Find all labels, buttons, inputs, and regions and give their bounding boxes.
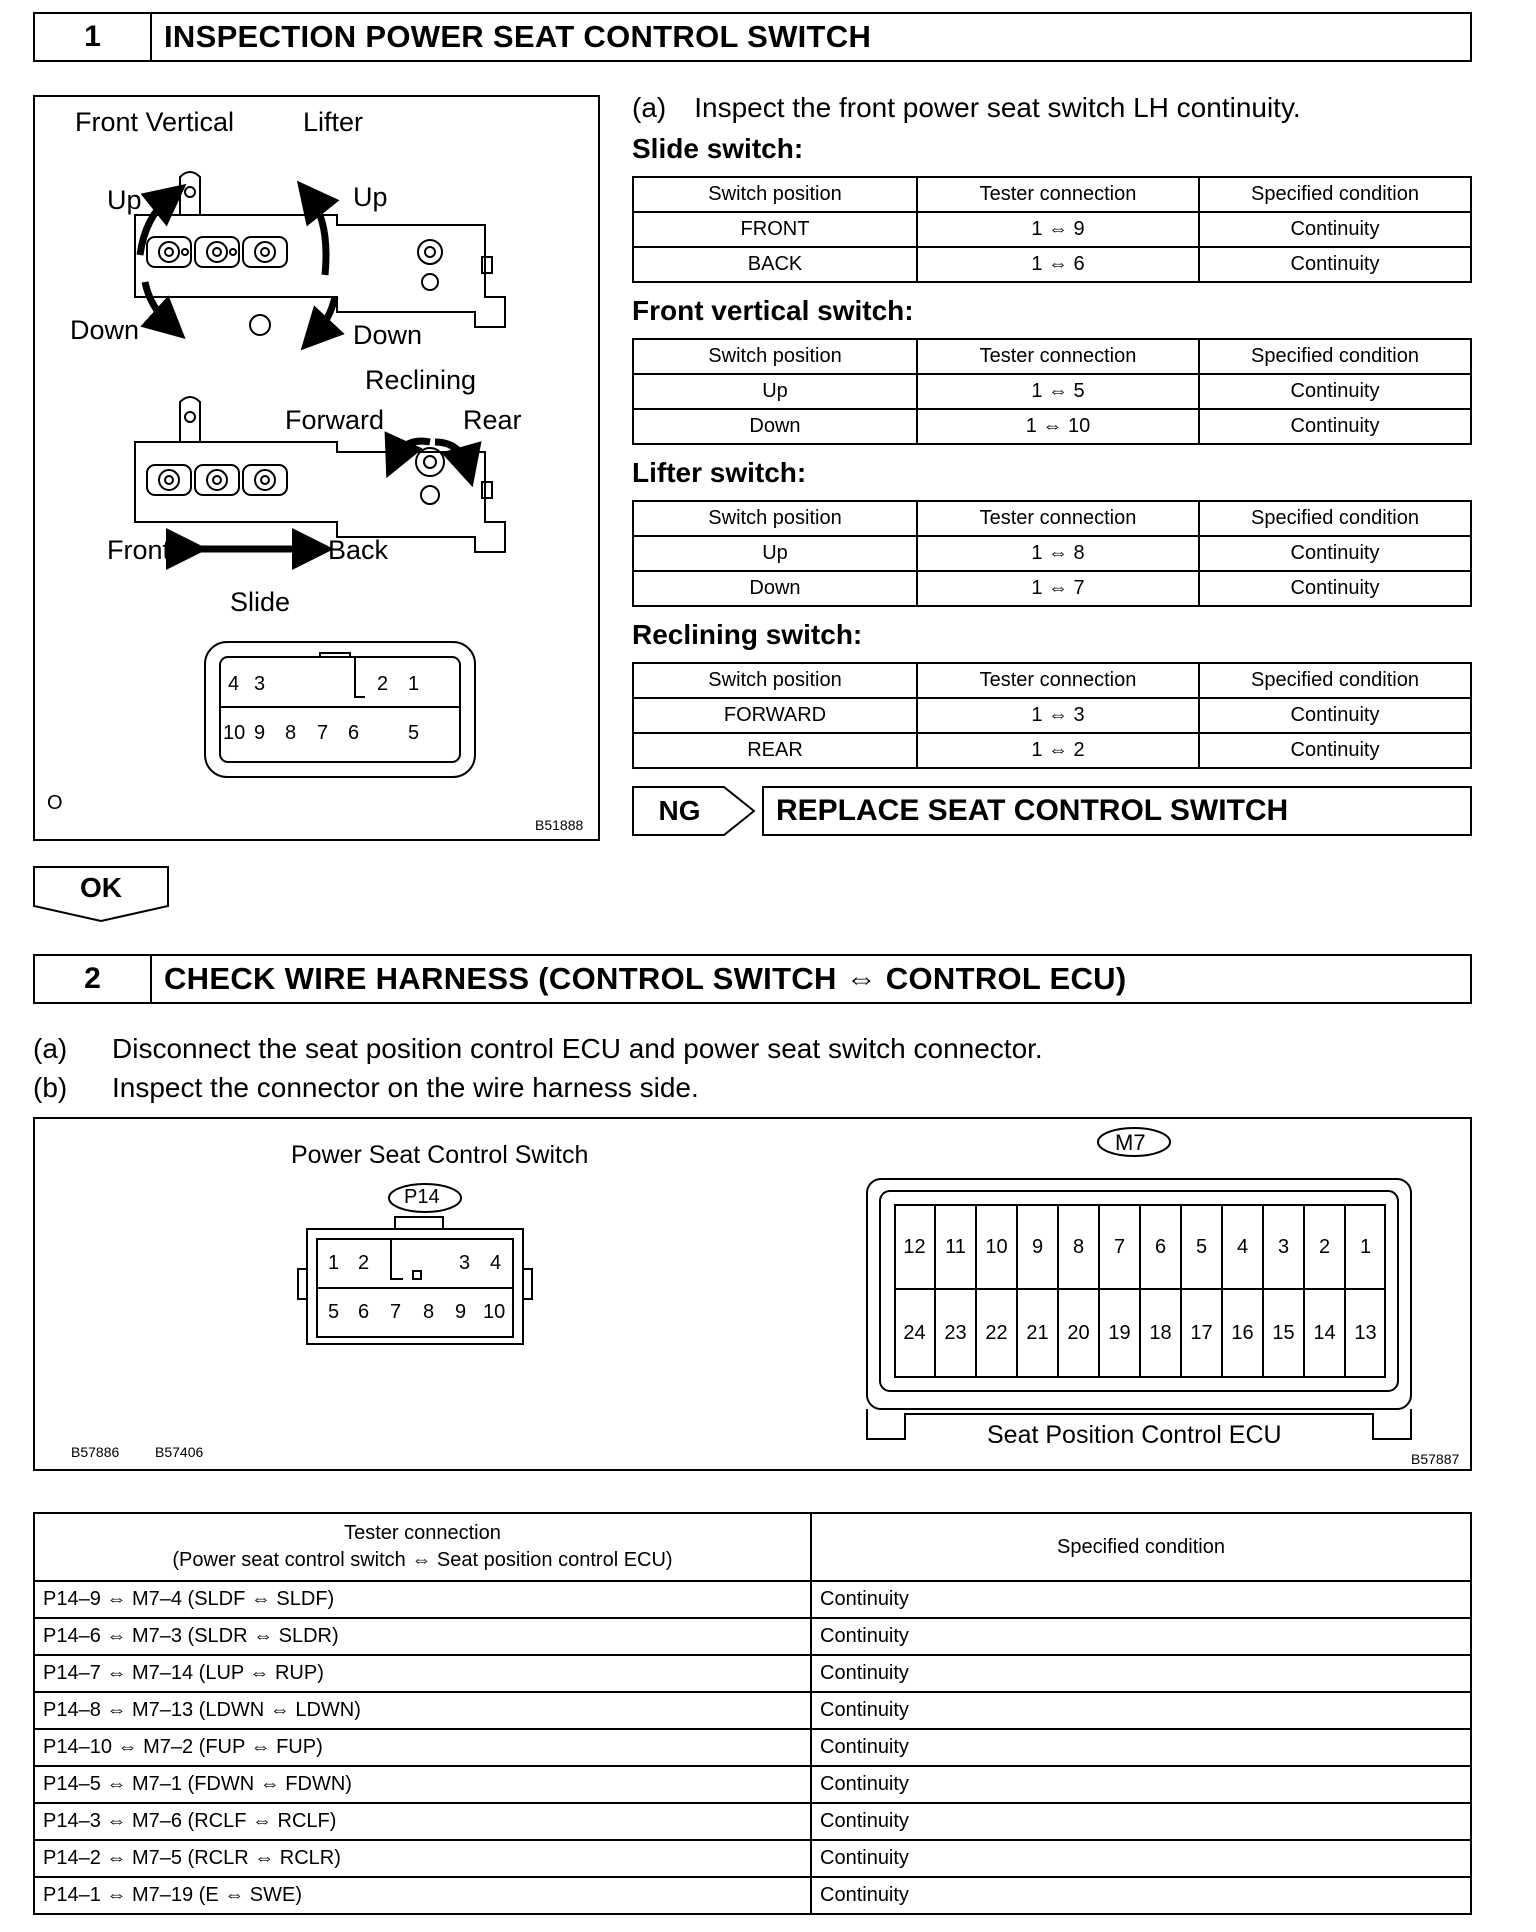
front-vertical-label: Front Vertical xyxy=(75,107,235,137)
cell-connection: P14–9 ⇔ M7–4 (SLDF ⇔ SLDF) xyxy=(34,1581,811,1618)
cell-connection: P14–7 ⇔ M7–14 (LUP ⇔ RUP) xyxy=(34,1655,811,1692)
p14-pin-2: 2 xyxy=(358,1252,370,1274)
cell: Down xyxy=(633,571,917,606)
m7-pin: 23 xyxy=(936,1290,977,1377)
p14-pin-5: 5 xyxy=(328,1301,340,1323)
table-header-row xyxy=(633,177,1471,212)
cell-condition: Continuity xyxy=(811,1618,1471,1655)
ng-indicator xyxy=(632,786,756,836)
section-1-header xyxy=(33,12,1472,62)
cell: REAR xyxy=(633,733,917,768)
down-left-label: Down xyxy=(70,315,140,345)
rear-label: Rear xyxy=(463,405,522,435)
table-row xyxy=(633,733,1471,768)
m7-pin: 4 xyxy=(1223,1205,1264,1289)
cell-condition: Continuity xyxy=(811,1840,1471,1877)
cell: Up xyxy=(633,374,917,409)
header-tester-connection: Tester connection xyxy=(917,663,1199,698)
ecu-pin-row-top xyxy=(895,1205,1385,1289)
cell-connection: P14–6 ⇔ M7–3 (SLDR ⇔ SLDR) xyxy=(34,1618,811,1655)
cell: 1 ⇔ 2 xyxy=(917,733,1199,768)
section-title: CHECK WIRE HARNESS (CONTROL SWITCH ⇔ CONTROL ECU) xyxy=(164,961,1127,996)
step-a-letter: (a) xyxy=(33,1033,68,1064)
pin-6: 6 xyxy=(348,722,360,744)
table-header-row xyxy=(633,501,1471,536)
cell-connection: P14–10 ⇔ M7–2 (FUP ⇔ FUP) xyxy=(34,1729,811,1766)
table-row xyxy=(633,698,1471,733)
cell-condition: Continuity xyxy=(811,1581,1471,1618)
pin-9: 9 xyxy=(254,722,266,744)
figure-code: B51888 xyxy=(535,817,584,833)
p14-pin-7: 7 xyxy=(390,1301,402,1323)
table-header-row xyxy=(34,1513,1471,1581)
cell-connection: P14–1 ⇔ M7–19 (E ⇔ SWE) xyxy=(34,1877,811,1914)
table-row xyxy=(633,374,1471,409)
cell: Up xyxy=(633,536,917,571)
header-switch-position: Switch position xyxy=(633,501,917,536)
m7-pin: 20 xyxy=(1059,1290,1100,1377)
m7-pin: 7 xyxy=(1100,1205,1141,1289)
m7-pin: 8 xyxy=(1059,1205,1100,1289)
cell: Continuity xyxy=(1199,409,1471,444)
cell: FORWARD xyxy=(633,698,917,733)
back-label: Back xyxy=(328,535,389,565)
pin-7: 7 xyxy=(317,722,329,744)
lifter-label: Lifter xyxy=(303,107,364,137)
m7-pin: 16 xyxy=(1223,1290,1264,1377)
section-number: 1 xyxy=(35,14,152,60)
table-row xyxy=(34,1840,1471,1877)
figure-code: B57887 xyxy=(1411,1451,1460,1467)
cell: 1 ⇔ 6 xyxy=(917,247,1199,282)
figure-code: B57886 xyxy=(71,1444,120,1460)
replace-action: REPLACE SEAT CONTROL SWITCH xyxy=(762,786,1472,836)
table-row xyxy=(34,1618,1471,1655)
header-specified-condition: Specified condition xyxy=(811,1513,1471,1581)
front-vertical-switch-title: Front vertical switch: xyxy=(632,295,914,326)
table-row xyxy=(633,247,1471,282)
ok-label: OK xyxy=(80,872,122,903)
p14-pin-10: 10 xyxy=(483,1301,506,1323)
cell: 1 ⇔ 10 xyxy=(917,409,1199,444)
slide-switch-title: Slide switch: xyxy=(632,133,804,164)
cell: Continuity xyxy=(1199,536,1471,571)
cell: Continuity xyxy=(1199,212,1471,247)
cell: 1 ⇔ 3 xyxy=(917,698,1199,733)
cell: 1 ⇔ 7 xyxy=(917,571,1199,606)
m7-pin: 3 xyxy=(1264,1205,1305,1289)
header-line-2: (Power seat control switch ⇔ Seat position control ECU) xyxy=(172,1549,673,1571)
harness-table xyxy=(33,1512,1472,1915)
figure-corner-mark: O xyxy=(47,792,63,814)
switch-connector-title: Power Seat Control Switch xyxy=(291,1141,589,1169)
reclining-label: Reclining xyxy=(365,365,477,395)
cell-connection: P14–3 ⇔ M7–6 (RCLF ⇔ RCLF) xyxy=(34,1803,811,1840)
table-row xyxy=(633,409,1471,444)
step-a-text: Disconnect the seat position control ECU and power seat switch connector. xyxy=(112,1033,1043,1064)
header-tester-connection: Tester connection xyxy=(917,339,1199,374)
m7-pin: 14 xyxy=(1305,1290,1346,1377)
table-row xyxy=(34,1692,1471,1729)
table-row xyxy=(34,1581,1471,1618)
cell: 1 ⇔ 9 xyxy=(917,212,1199,247)
m7-pin: 6 xyxy=(1141,1205,1182,1289)
ng-label: NG xyxy=(658,795,701,826)
p14-pin-4: 4 xyxy=(490,1252,502,1274)
pin-1: 1 xyxy=(408,673,420,695)
lifter-switch-table xyxy=(632,500,1472,607)
section-number: 2 xyxy=(35,956,152,1002)
m7-pin: 10 xyxy=(977,1205,1018,1289)
m7-pin: 15 xyxy=(1264,1290,1305,1377)
m7-pin: 19 xyxy=(1100,1290,1141,1377)
table-row xyxy=(34,1766,1471,1803)
step-b-text: Inspect the connector on the wire harness side. xyxy=(112,1072,699,1103)
forward-label: Forward xyxy=(285,405,385,435)
slide-label: Slide xyxy=(230,587,291,617)
cell: BACK xyxy=(633,247,917,282)
pin-4: 4 xyxy=(228,673,240,695)
header-tester-connection: Tester connection xyxy=(917,177,1199,212)
reclining-switch-table xyxy=(632,662,1472,769)
switch-connector-code: P14 xyxy=(404,1186,440,1208)
table-header-row xyxy=(633,339,1471,374)
pin-5: 5 xyxy=(408,722,420,744)
pin-2: 2 xyxy=(377,673,389,695)
header-tester-connection: Tester connection xyxy=(917,501,1199,536)
header-switch-position: Switch position xyxy=(633,339,917,374)
header-line-1: Tester connection xyxy=(344,1522,501,1544)
ecu-pin-row-bottom xyxy=(895,1290,1385,1377)
up-left-label: Up xyxy=(107,185,142,215)
header-specified-condition: Specified condition xyxy=(1199,177,1471,212)
p14-pin-1: 1 xyxy=(328,1252,340,1274)
header-specified-condition: Specified condition xyxy=(1199,663,1471,698)
cell: 1 ⇔ 8 xyxy=(917,536,1199,571)
cell-condition: Continuity xyxy=(811,1766,1471,1803)
cell: Continuity xyxy=(1199,247,1471,282)
table-row xyxy=(34,1803,1471,1840)
table-row xyxy=(34,1729,1471,1766)
table-row xyxy=(633,536,1471,571)
cell-condition: Continuity xyxy=(811,1803,1471,1840)
m7-pin: 2 xyxy=(1305,1205,1346,1289)
p14-pin-9: 9 xyxy=(455,1301,467,1323)
connector-diagram xyxy=(33,1117,1472,1471)
m7-pin: 13 xyxy=(1354,1322,1377,1344)
p14-pin-3: 3 xyxy=(459,1252,471,1274)
p14-pin-6: 6 xyxy=(358,1301,370,1323)
pin-10: 10 xyxy=(223,722,246,744)
cell-condition: Continuity xyxy=(811,1877,1471,1914)
pin-8: 8 xyxy=(285,722,297,744)
header-specified-condition: Specified condition xyxy=(1199,501,1471,536)
ecu-connector-title: Seat Position Control ECU xyxy=(987,1421,1282,1449)
cell-condition: Continuity xyxy=(811,1729,1471,1766)
figure-code: B57406 xyxy=(155,1444,204,1460)
cell: Down xyxy=(633,409,917,444)
ecu-connector-code: M7 xyxy=(1115,1130,1146,1155)
m7-pin: 21 xyxy=(1018,1290,1059,1377)
cell-connection: P14–5 ⇔ M7–1 (FDWN ⇔ FDWN) xyxy=(34,1766,811,1803)
m7-pin: 11 xyxy=(936,1205,977,1289)
m7-pin: 9 xyxy=(1018,1205,1059,1289)
cell: Continuity xyxy=(1199,571,1471,606)
cell: Continuity xyxy=(1199,374,1471,409)
section-2-header xyxy=(33,954,1472,1004)
cell: Continuity xyxy=(1199,698,1471,733)
table-row xyxy=(34,1655,1471,1692)
p14-pin-8: 8 xyxy=(423,1301,435,1323)
m7-pin: 18 xyxy=(1141,1290,1182,1377)
m7-pin: 1 xyxy=(1359,1235,1372,1258)
cell-condition: Continuity xyxy=(811,1692,1471,1729)
cell-connection: P14–2 ⇔ M7–5 (RCLR ⇔ RCLR) xyxy=(34,1840,811,1877)
front-vertical-switch-table xyxy=(632,338,1472,445)
table-header-row xyxy=(633,663,1471,698)
section-title: INSPECTION POWER SEAT CONTROL SWITCH xyxy=(164,19,872,54)
m7-pin: 5 xyxy=(1182,1205,1223,1289)
header-specified-condition: Specified condition xyxy=(1199,339,1471,374)
ok-indicator xyxy=(33,866,169,922)
reclining-switch-title: Reclining switch: xyxy=(632,619,863,650)
header-switch-position: Switch position xyxy=(633,663,917,698)
m7-pin: 12 xyxy=(895,1205,936,1289)
m7-pin: 24 xyxy=(895,1290,936,1377)
slide-switch-table xyxy=(632,176,1472,283)
header-switch-position: Switch position xyxy=(633,177,917,212)
table-row xyxy=(633,212,1471,247)
m7-pin: 22 xyxy=(977,1290,1018,1377)
header-tester-connection xyxy=(34,1513,811,1581)
lifter-switch-title: Lifter switch: xyxy=(632,457,807,488)
cell: 1 ⇔ 5 xyxy=(917,374,1199,409)
down-right-label: Down xyxy=(353,320,423,350)
switch-diagram xyxy=(33,95,600,841)
m7-pin: 17 xyxy=(1182,1290,1223,1377)
pin-3: 3 xyxy=(254,673,266,695)
cell: Continuity xyxy=(1199,733,1471,768)
step-b-letter: (b) xyxy=(33,1072,68,1103)
table-row xyxy=(633,571,1471,606)
instruction-a: (a) Inspect the front power seat switch LH continuity. xyxy=(632,92,1301,123)
cell-connection: P14–8 ⇔ M7–13 (LDWN ⇔ LDWN) xyxy=(34,1692,811,1729)
cell: FRONT xyxy=(633,212,917,247)
table-row xyxy=(34,1877,1471,1914)
front-label: Front xyxy=(107,535,171,565)
up-right-label: Up xyxy=(353,182,388,212)
cell-condition: Continuity xyxy=(811,1655,1471,1692)
